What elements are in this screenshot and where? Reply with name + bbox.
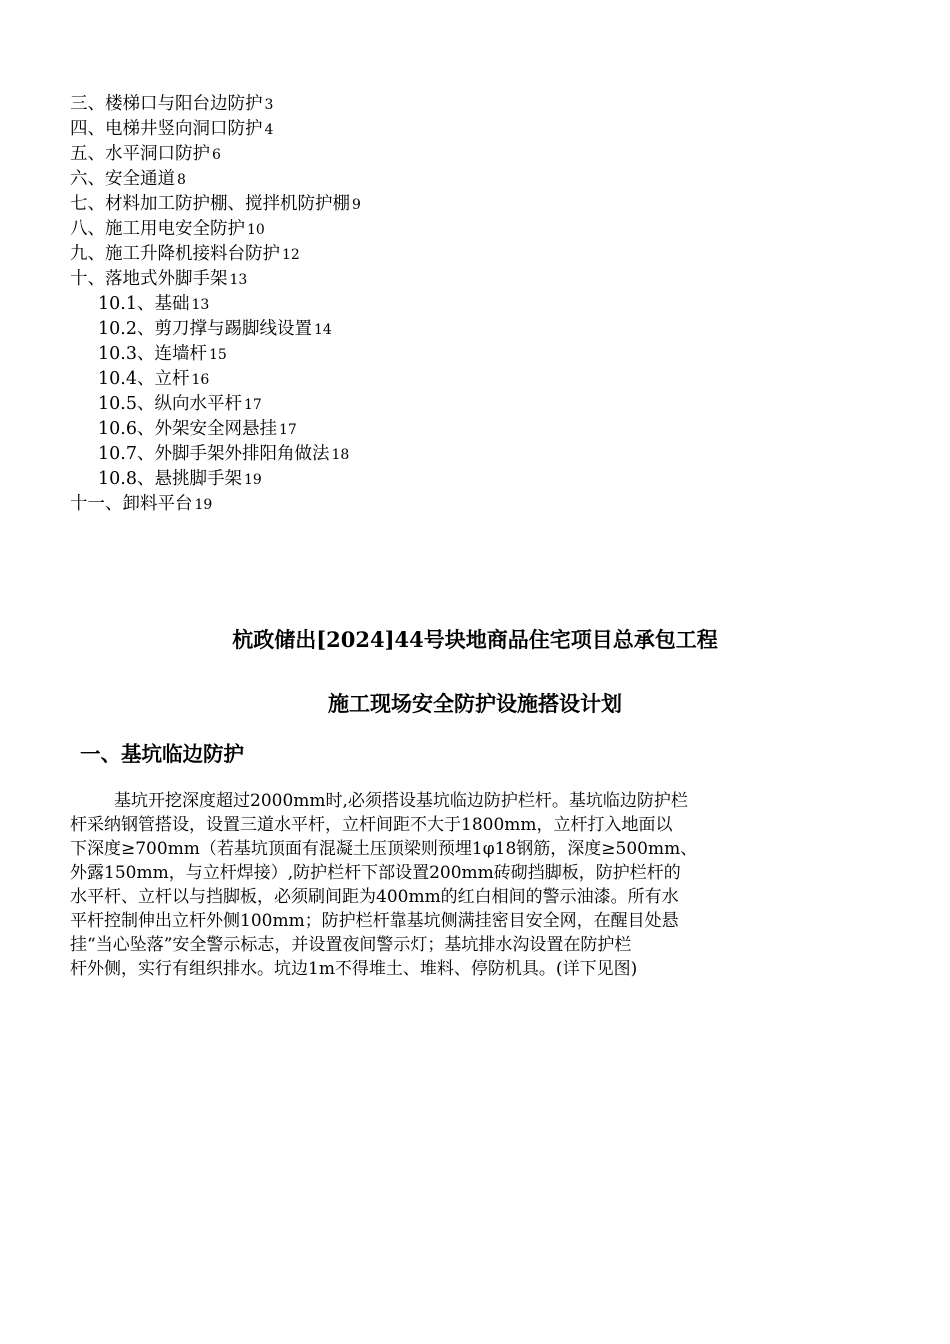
paragraph-line: 杆采纳钢管搭设，设置三道水平杆，立杆间距不大于1800mm，立杆打入地面以 bbox=[70, 815, 673, 835]
section-heading: 一、基坑临边防护 bbox=[80, 742, 244, 766]
table-of-contents bbox=[70, 92, 890, 517]
toc-item-page: 17 bbox=[243, 397, 262, 413]
toc-item-page: 13 bbox=[191, 297, 210, 313]
toc-item[interactable] bbox=[70, 167, 890, 192]
toc-item-label: 10.6、外架安全网悬挂 bbox=[98, 419, 277, 439]
toc-item-label: 七、材料加工防护棚、搅拌机防护棚 bbox=[70, 194, 350, 214]
toc-item-label: 10.1、基础 bbox=[98, 294, 190, 314]
paragraph-line: 挂“当心坠落”安全警示标志，并设置夜间警示灯；基坑排水沟设置在防护栏 bbox=[70, 935, 632, 955]
toc-item-label: 10.7、外脚手架外排阳角做法 bbox=[98, 444, 330, 464]
toc-item-label: 八、施工用电安全防护 bbox=[70, 219, 245, 239]
toc-item-label: 四、电梯井竖向洞口防护 bbox=[70, 119, 263, 139]
toc-subitem[interactable] bbox=[70, 392, 890, 417]
toc-item[interactable] bbox=[70, 267, 890, 292]
toc-item-label: 10.5、纵向水平杆 bbox=[98, 394, 242, 414]
toc-item-page: 17 bbox=[278, 422, 297, 438]
toc-item[interactable] bbox=[70, 192, 890, 217]
toc-item-page: 13 bbox=[229, 272, 248, 288]
paragraph-line: 外露150mm，与立杆焊接）,防护栏杆下部设置200mm砖砌挡脚板，防护栏杆的 bbox=[70, 863, 681, 883]
toc-item-page: 18 bbox=[331, 447, 350, 463]
toc-item[interactable] bbox=[70, 492, 890, 517]
toc-item[interactable] bbox=[70, 242, 890, 267]
toc-item-label: 十一、卸料平台 bbox=[70, 494, 193, 514]
toc-item-page: 9 bbox=[352, 197, 361, 213]
toc-subitem[interactable] bbox=[70, 367, 890, 392]
toc-subitem[interactable] bbox=[70, 417, 890, 442]
toc-subitem[interactable] bbox=[70, 442, 890, 467]
paragraph-line: 水平杆、立杆以与挡脚板，必须刷间距为400mm的红白相间的警示油漆。所有水 bbox=[70, 887, 679, 907]
toc-item-page: 4 bbox=[264, 122, 274, 138]
body-paragraph bbox=[70, 789, 860, 981]
toc-item-page: 14 bbox=[313, 322, 332, 338]
toc-item-page: 12 bbox=[282, 247, 300, 263]
toc-item-label: 10.2、剪刀撑与踢脚线设置 bbox=[98, 319, 312, 339]
toc-item-label: 五、水平洞口防护 bbox=[70, 144, 210, 164]
toc-subitem[interactable] bbox=[70, 317, 890, 342]
toc-item-page: 19 bbox=[243, 472, 262, 488]
toc-subitem[interactable] bbox=[70, 467, 890, 492]
toc-item-label: 10.3、连墙杆 bbox=[98, 344, 207, 364]
toc-item-page: 6 bbox=[212, 147, 221, 163]
paragraph-line: 基坑开挖深度超过2000mm时,必须搭设基坑临边防护栏杆。基坑临边防护栏 bbox=[114, 791, 688, 811]
toc-subitem[interactable] bbox=[70, 342, 890, 367]
paragraph-line: 下深度≥700mm（若基坑顶面有混凝土压顶梁则预埋1φ18钢筋，深度≥500mm、 bbox=[70, 839, 698, 859]
toc-item-page: 15 bbox=[208, 347, 227, 363]
toc-item-page: 8 bbox=[177, 172, 186, 188]
toc-item-label: 10.4、立杆 bbox=[98, 369, 190, 389]
toc-item-label: 三、楼梯口与阳台边防护 bbox=[70, 94, 263, 114]
toc-item-label: 九、施工升降机接料台防护 bbox=[70, 244, 280, 264]
toc-item-page: 19 bbox=[194, 497, 213, 513]
toc-item-label: 六、安全通道 bbox=[70, 169, 175, 189]
toc-item[interactable] bbox=[70, 217, 890, 242]
document-title: 杭政储出[2024]44号块地商品住宅项目总承包工程 bbox=[232, 627, 718, 652]
toc-subitem[interactable] bbox=[70, 292, 890, 317]
toc-item-page: 10 bbox=[247, 222, 265, 238]
toc-item-label: 十、落地式外脚手架 bbox=[70, 269, 228, 289]
paragraph-line: 平杆控制伸出立杆外侧100mm；防护栏杆靠基坑侧满挂密目安全网，在醒目处悬 bbox=[70, 911, 679, 931]
toc-item[interactable] bbox=[70, 92, 890, 117]
toc-item[interactable] bbox=[70, 142, 890, 167]
toc-item-page: 3 bbox=[264, 97, 274, 113]
toc-item-label: 10.8、悬挑脚手架 bbox=[98, 469, 242, 489]
document-subtitle: 施工现场安全防护设施搭设计划 bbox=[328, 691, 622, 716]
toc-item-page: 16 bbox=[191, 372, 210, 388]
paragraph-line: 杆外侧，实行有组织排水。坑边1m不得堆土、堆料、停防机具。(详下见图) bbox=[70, 959, 638, 979]
toc-item[interactable] bbox=[70, 117, 890, 142]
